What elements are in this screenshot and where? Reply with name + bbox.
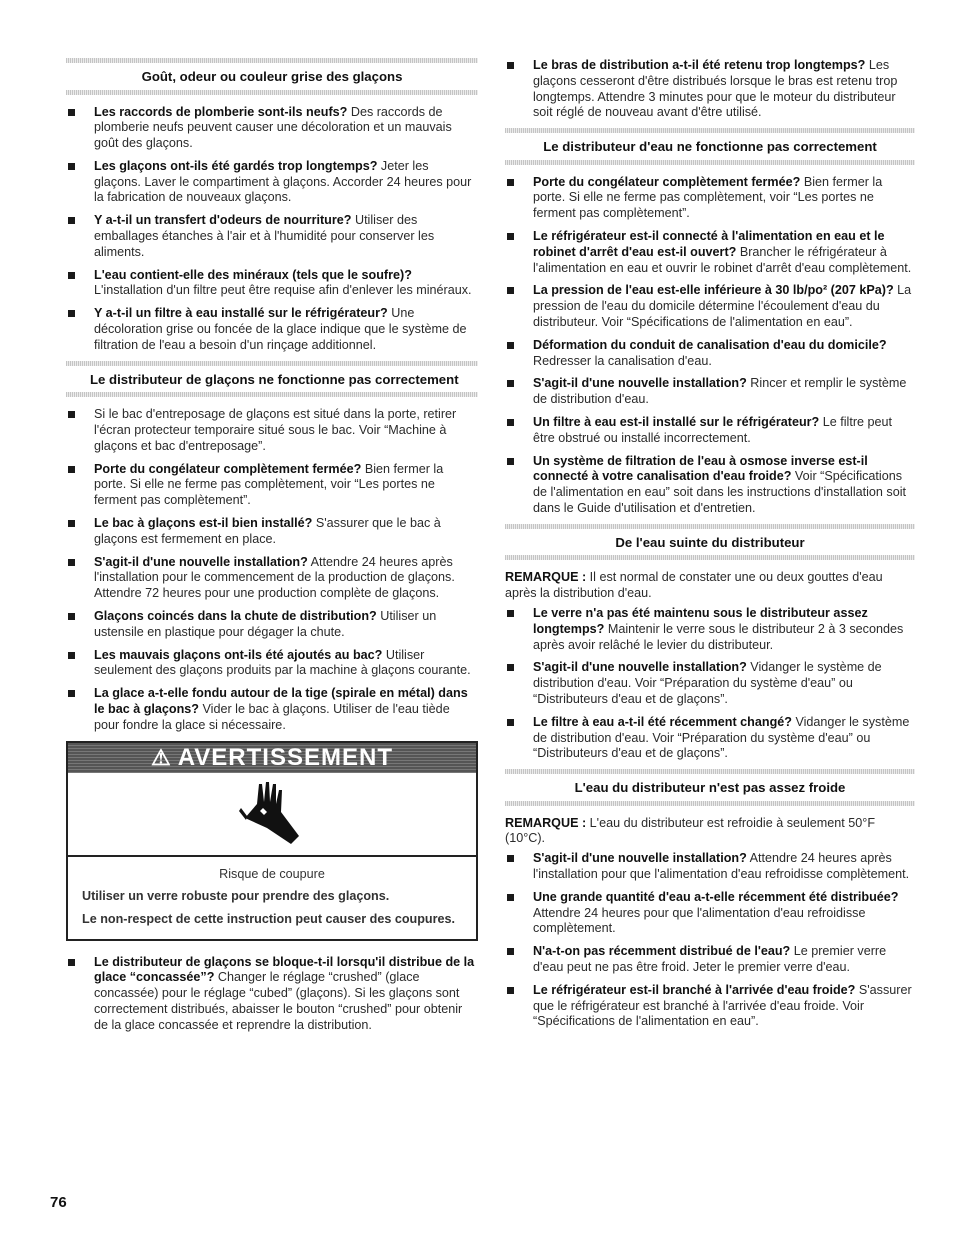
note-label: REMARQUE : <box>505 570 587 585</box>
list-item <box>505 338 915 370</box>
section-header <box>66 58 478 95</box>
item-question: Une grande quantité d'eau a-t-elle récemment été distribuée? <box>533 889 899 904</box>
list-item <box>505 454 915 517</box>
item-question: Le bac à glaçons est-il bien installé? <box>94 515 313 530</box>
list-item <box>505 58 915 121</box>
bullet-icon <box>507 62 514 69</box>
section-title-ice-dispenser: Le distributeur de glaçons ne fonctionne pas correctement <box>90 371 459 387</box>
list-item <box>66 686 478 733</box>
list-item <box>505 175 915 222</box>
item-answer: Bien fermer la porte. Si elle ne ferme pas complètement, voir “Les portes ne ferment pas complètement”. <box>94 461 444 508</box>
note-label: REMARQUE : <box>505 815 587 830</box>
list-item <box>505 376 915 408</box>
item-answer: Utiliser seulement des glaçons produits par la machine à glaçons courante. <box>94 647 471 678</box>
warning-hazard: Risque de coupure <box>219 866 325 881</box>
item-question: Porte du congélateur complètement fermée? <box>94 461 362 476</box>
header-rule <box>505 160 915 165</box>
section-title-water-drips: De l'eau suinte du distributeur <box>615 534 805 550</box>
list-item <box>66 462 478 509</box>
bullet-icon <box>507 458 514 465</box>
item-answer: Les glaçons cesseront d'être distribués lorsque le bras est retenu trop longtemps. Attendre 3 minutes pour que le moteur du distributeur soit réglé de nouveau avant d'être utilisé. <box>533 58 898 120</box>
list-item <box>66 609 478 641</box>
warning-body <box>68 857 476 939</box>
item-answer: Maintenir le verre sous le distributeur 2 à 3 secondes après avoir relâché le levier du distributeur. <box>533 621 904 652</box>
bullet-icon <box>507 855 514 862</box>
item-answer: Le filtre peut être obstrué ou installé incorrectement. <box>533 415 893 445</box>
item-answer: Utiliser un ustensile en plastique pour dégager la chute. <box>94 608 437 639</box>
bullet-icon <box>507 987 514 994</box>
warning-pictogram <box>68 773 476 857</box>
list-item <box>66 407 478 454</box>
bullet-icon <box>68 959 75 966</box>
section-header <box>505 524 915 561</box>
note-water-drips <box>505 570 915 602</box>
note-text: Il est normal de constater une ou deux gouttes d'eau après la distribution d'eau. <box>505 570 883 601</box>
item-question: S'agit-il d'une nouvelle installation? <box>533 660 747 675</box>
warning-consequence: Le non-respect de cette instruction peut causer des coupures. <box>82 911 456 926</box>
item-answer: Des raccords de plomberie neufs peuvent causer une décoloration et un mauvais goût des glaçons. <box>94 104 452 151</box>
list-item <box>66 213 478 260</box>
item-answer: Redresser la canalisation d'eau. <box>533 353 712 368</box>
section-title-water-dispenser: Le distributeur d'eau ne fonctionne pas correctement <box>543 139 877 155</box>
list-taste-odor <box>66 105 478 354</box>
warning-instruction: Utiliser un verre robuste pour prendre des glaçons. <box>82 888 390 903</box>
bullet-icon <box>68 217 75 224</box>
item-question: Le verre n'a pas été maintenu sous le distributeur assez longtemps? <box>533 605 868 636</box>
item-question: Y a-t-il un transfert d'odeurs de nourriture? <box>94 213 352 228</box>
item-question: Y a-t-il un filtre à eau installé sur le réfrigérateur? <box>94 306 388 321</box>
list-item <box>66 268 478 300</box>
item-question: Le réfrigérateur est-il branché à l'arrivée d'eau froide? <box>533 982 856 997</box>
item-question: Déformation du conduit de canalisation d'eau du domicile? <box>533 337 887 352</box>
list-item <box>505 944 915 976</box>
bullet-icon <box>68 163 75 170</box>
item-answer: Changer le réglage “crushed” (glace concassée) pour le réglage “cubed” (glaçons). Si les glaçons sont correctement distribués, abaisser le bouton “crushed” pour obtenir de la glace concassée et reprendre la distribution. <box>94 970 463 1032</box>
list-right-top <box>505 58 915 121</box>
bullet-icon <box>68 613 75 620</box>
item-question: Les glaçons ont-ils été gardés trop longtemps? <box>94 158 378 173</box>
bullet-icon <box>507 233 514 240</box>
list-water-drips <box>505 606 915 762</box>
bullet-icon <box>68 109 75 116</box>
warning-banner-text: AVERTISSEMENT <box>177 743 393 771</box>
right-column <box>505 58 915 1037</box>
list-item <box>505 851 915 883</box>
list-item <box>66 648 478 680</box>
note-text: L'eau du distributeur est refroidie à seulement 50°F (10°C). <box>505 815 876 846</box>
bullet-icon <box>507 719 514 726</box>
list-item <box>505 983 915 1030</box>
section-header <box>505 769 915 806</box>
header-rule <box>505 555 915 560</box>
bullet-icon <box>68 652 75 659</box>
list-item <box>505 606 915 653</box>
item-question: L'eau contient-elle des minéraux (tels que le soufre)? <box>94 267 412 282</box>
list-item <box>505 660 915 707</box>
hand-cut-hazard-icon <box>237 778 307 850</box>
bullet-icon <box>68 411 75 418</box>
item-answer: Si le bac d'entreposage de glaçons est situé dans la porte, retirer l'écran protecteur temporaire situé sous le bac. Voir “Machine à glaçons et bac d'entreposage”. <box>94 407 457 453</box>
item-answer: L'installation d'un filtre peut être requise afin d'enlever les minéraux. <box>94 283 472 298</box>
list-item <box>505 283 915 330</box>
list-item <box>505 890 915 937</box>
bullet-icon <box>68 559 75 566</box>
item-question: La glace a-t-elle fondu autour de la tige (spirale en métal) dans le bac à glaçons? <box>94 686 468 716</box>
note-water-not-cold <box>505 816 915 848</box>
item-answer: Une décoloration grise ou foncée de la glace indique que le système de filtration de l'eau a besoin d'un rinçage additionnel. <box>94 306 467 352</box>
item-question: S'agit-il d'une nouvelle installation? <box>533 376 747 391</box>
warning-banner <box>68 743 476 773</box>
item-answer: Attendre 24 heures après l'installation pour que l'alimentation d'eau refroidisse complètement. <box>533 851 910 881</box>
item-answer: Attendre 24 heures pour que l'alimentation d'eau refroidisse complètement. <box>533 905 866 936</box>
list-item <box>66 306 478 353</box>
section-header <box>505 128 915 165</box>
warning-triangle-icon: ⚠ <box>151 744 172 770</box>
bullet-icon <box>507 664 514 671</box>
list-item <box>66 105 478 152</box>
bullet-icon <box>507 342 514 349</box>
item-question: Le bras de distribution a-t-il été retenu trop longtemps? <box>533 58 866 72</box>
page-number: 76 <box>50 1194 67 1211</box>
item-question: Les mauvais glaçons ont-ils été ajoutés au bac? <box>94 647 383 662</box>
list-water-dispenser <box>505 175 915 517</box>
list-ice-dispenser <box>66 407 478 733</box>
list-item <box>66 159 478 206</box>
header-rule <box>66 90 478 95</box>
bullet-icon <box>507 380 514 387</box>
item-question: Porte du congélateur complètement fermée? <box>533 174 801 189</box>
section-title-water-not-cold: L'eau du distributeur n'est pas assez froide <box>574 780 846 796</box>
bullet-icon <box>507 894 514 901</box>
bullet-icon <box>507 948 514 955</box>
list-item <box>505 715 915 762</box>
section-header <box>66 361 478 398</box>
item-answer: S'assurer que le réfrigérateur est branché à l'arrivée d'eau froide. Voir “Spécifications de l'alimentation en eau”. <box>533 982 912 1029</box>
item-question: S'agit-il d'une nouvelle installation? <box>533 851 747 866</box>
item-question: N'a-t-on pas récemment distribué de l'eau? <box>533 944 791 959</box>
item-answer: Le premier verre d'eau peut ne pas être froid. Jeter le premier verre d'eau. <box>533 944 887 974</box>
item-question: Un système de filtration de l'eau à osmose inverse est-il connecté à votre canalisation d'eau froide? <box>533 453 868 484</box>
item-answer: Jeter les glaçons. Laver le compartiment à glaçons. Accorder 24 heures pour la fabrication de nouveaux glaçons. <box>94 158 472 205</box>
bullet-icon <box>507 419 514 426</box>
item-question: Le réfrigérateur est-il connecté à l'alimentation en eau et le robinet d'arrêt d'eau est-il ouvert? <box>533 229 885 259</box>
section-title-taste-odor: Goût, odeur ou couleur grise des glaçons <box>141 69 403 84</box>
list-item <box>66 516 478 548</box>
bullet-icon <box>68 690 75 697</box>
item-question: Un filtre à eau est-il installé sur le réfrigérateur? <box>533 415 820 430</box>
list-item <box>505 229 915 276</box>
bullet-icon <box>68 520 75 527</box>
item-answer: Attendre 24 heures après l'installation pour le commencement de la production de glaçons. Attendre 72 heures pour une production complète de glaçons. <box>94 554 455 601</box>
item-answer: Bien fermer la porte. Si elle ne ferme pas complètement, voir “Les portes ne ferment pas complètement”. <box>533 174 883 221</box>
item-question: S'agit-il d'une nouvelle installation? <box>94 554 308 569</box>
item-answer: Vidanger le système de distribution d'eau. Voir “Préparation du système d'eau” ou “Distributeurs d'eau et de glaçons”. <box>533 660 882 706</box>
bullet-icon <box>507 610 514 617</box>
item-answer: Vider le bac à glaçons. Utiliser de l'eau tiède pour fondre la glace si nécessaire. <box>94 701 450 732</box>
left-column <box>66 58 478 1040</box>
bullet-icon <box>68 466 75 473</box>
item-answer: Rincer et remplir le système de distribution d'eau. <box>533 376 907 407</box>
item-answer: Utiliser des emballages étanches à l'air et à l'humidité pour conserver les aliments. <box>94 213 435 259</box>
bullet-icon <box>507 179 514 186</box>
item-question: Glaçons coincés dans la chute de distribution? <box>94 608 377 623</box>
warning-box <box>66 741 478 941</box>
item-question: Le filtre à eau a-t-il été récemment changé? <box>533 714 792 729</box>
bullet-icon <box>507 287 514 294</box>
bullet-icon <box>68 272 75 279</box>
header-rule <box>505 801 915 806</box>
item-answer: Voir “Spécifications de l'alimentation en eau” soit dans les instructions d'installation soit dans le Guide d'utilisation et d'entretien. <box>533 469 907 516</box>
header-rule <box>66 392 478 397</box>
item-question: La pression de l'eau est-elle inférieure à 30 lb/po² (207 kPa)? <box>533 283 894 298</box>
bullet-icon <box>68 310 75 317</box>
list-after-warning <box>66 955 478 1034</box>
item-answer: Brancher le réfrigérateur à l'alimentation en eau et ouvrir le robinet d'arrêt d'eau complètement. <box>533 244 912 275</box>
item-answer: La pression de l'eau du domicile détermine l'écoulement d'eau du distributeur. Voir “Spécifications de l'alimentation en eau”. <box>533 283 912 330</box>
item-question: Les raccords de plomberie sont-ils neufs? <box>94 104 348 119</box>
list-item <box>66 555 478 602</box>
list-water-not-cold <box>505 851 915 1030</box>
item-question: Le distributeur de glaçons se bloque-t-il lorsqu'il distribue de la glace “concassée”? <box>94 954 475 985</box>
list-item <box>505 415 915 447</box>
list-item <box>66 955 478 1034</box>
item-answer: S'assurer que le bac à glaçons est fermement en place. <box>94 515 441 546</box>
item-answer: Vidanger le système de distribution d'eau. Voir “Préparation du système d'eau” ou “Distributeurs d'eau et de glaçons”. <box>533 714 910 761</box>
